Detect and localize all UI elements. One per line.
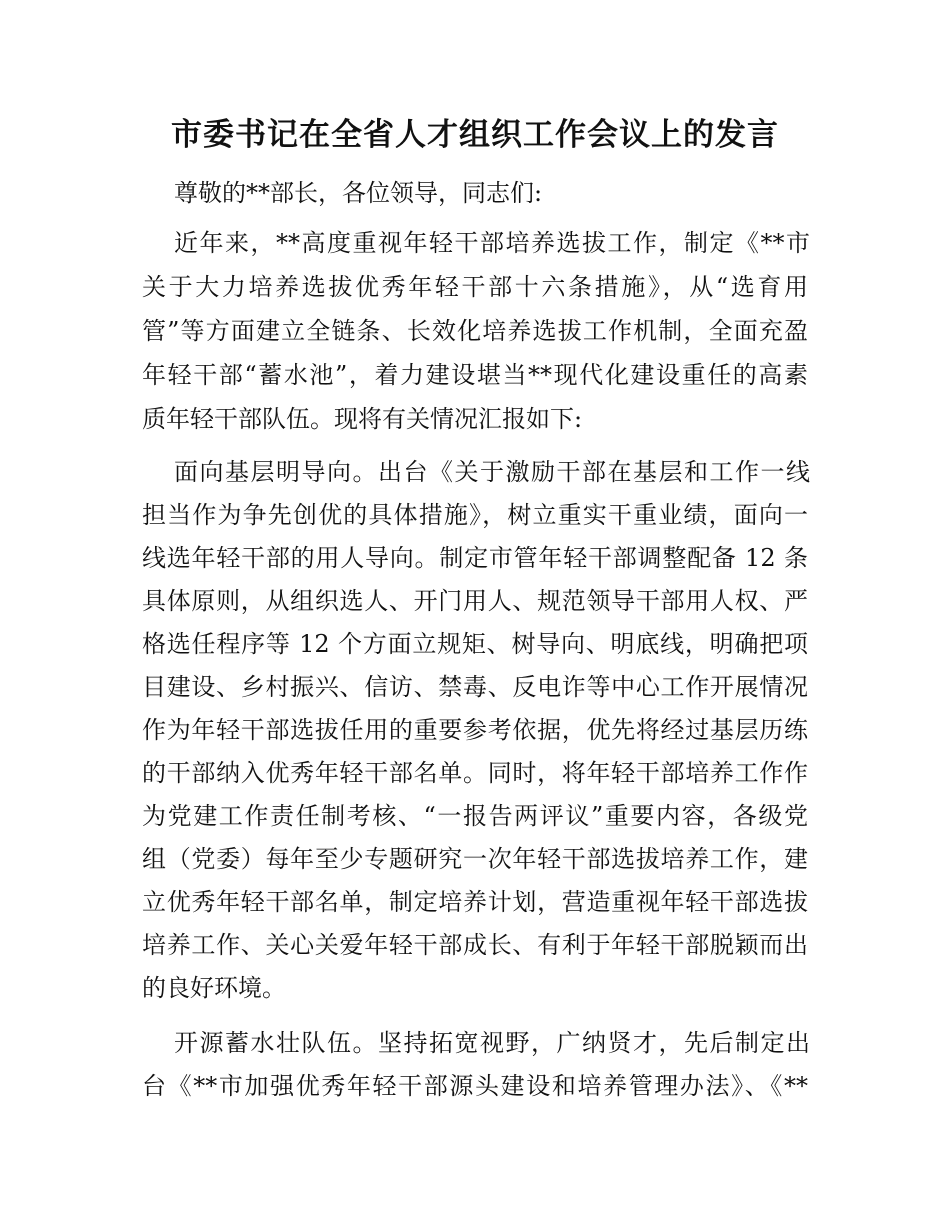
paragraph-line: 格选任程序等 12 个方面立规矩、树导向、明底线，明确把项 <box>142 630 808 658</box>
paragraph-line: 的干部纳入优秀年轻干部名单。同时，将年轻干部培养工作作 <box>142 759 808 787</box>
document-title: 市委书记在全省人才组织工作会议上的发言 <box>171 117 779 153</box>
paragraph-line: 近年来，**高度重视年轻干部培养选拔工作，制定《**市 <box>174 229 810 257</box>
paragraph-line: 的良好环境。 <box>142 974 286 1002</box>
paragraph-line: 关于大力培养选拔优秀年轻干部十六条措施》，从“选育用 <box>142 273 808 301</box>
paragraph-line: 担当作为争先创优的具体措施》，树立重实干重业绩，面向一 <box>142 501 808 529</box>
paragraph-line: 年轻干部“蓄水池”，着力建设堪当**现代化建设重任的高素 <box>142 361 808 389</box>
paragraph-line: 管”等方面建立全链条、长效化培养选拔工作机制，全面充盈 <box>142 317 808 345</box>
paragraph-line: 面向基层明导向。出台《关于激励干部在基层和工作一线 <box>174 458 810 486</box>
paragraph-line: 立优秀年轻干部名单，制定培养计划，营造重视年轻干部选拔 <box>142 888 808 916</box>
paragraph-line: 目建设、乡村振兴、信访、禁毒、反电诈等中心工作开展情况 <box>142 673 808 701</box>
paragraph-line: 台《**市加强优秀年轻干部源头建设和培养管理办法》、《** <box>142 1072 808 1100</box>
salutation: 尊敬的**部长，各位领导，同志们: <box>174 179 543 207</box>
paragraph-line: 为党建工作责任制考核、“一报告两评议”重要内容，各级党 <box>142 802 808 830</box>
paragraph-line: 线选年轻干部的用人导向。制定市管年轻干部调整配备 12 条 <box>142 544 808 572</box>
paragraph-line: 组（党委）每年至少专题研究一次年轻干部选拔培养工作，建 <box>142 845 808 873</box>
paragraph-line: 开源蓄水壮队伍。坚持拓宽视野，广纳贤才，先后制定出 <box>174 1029 810 1057</box>
paragraph-line: 作为年轻干部选拔任用的重要参考依据，优先将经过基层历练 <box>142 716 808 744</box>
paragraph-line: 质年轻干部队伍。现将有关情况汇报如下: <box>142 405 583 433</box>
paragraph-line: 具体原则，从组织选人、开门用人、规范领导干部用人权、严 <box>142 587 808 615</box>
paragraph-line: 培养工作、关心关爱年轻干部成长、有利于年轻干部脱颖而出 <box>142 931 808 959</box>
